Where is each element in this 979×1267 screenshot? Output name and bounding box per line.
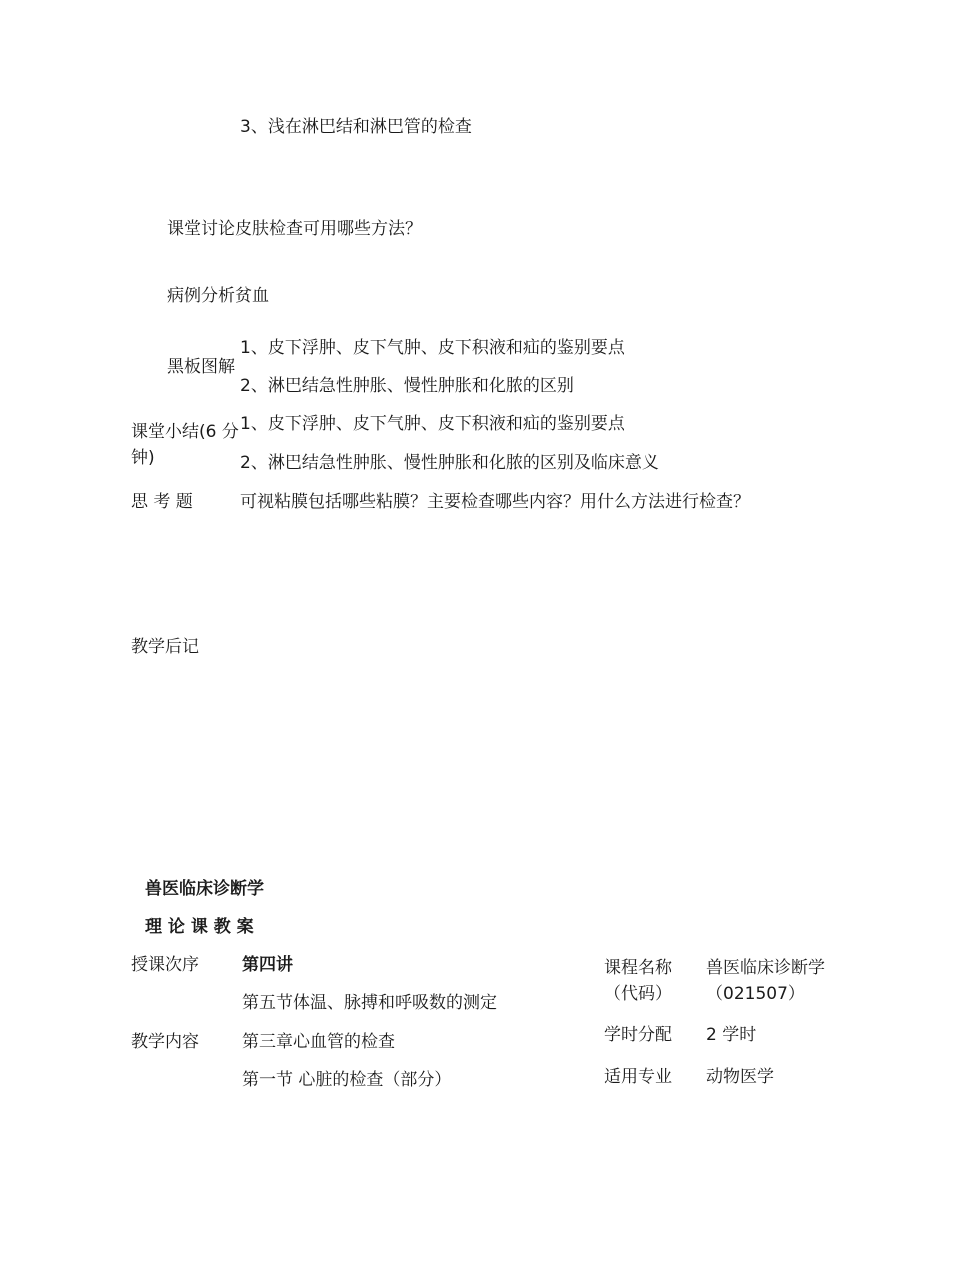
course-title: 兽医临床诊断学 bbox=[145, 879, 264, 899]
blackboard-item-2: 2、淋巴结急性肿胀、慢性肿胀和化脓的区别 bbox=[240, 376, 574, 396]
content-label: 教学内容 bbox=[131, 1032, 199, 1052]
postscript-label: 教学后记 bbox=[131, 637, 199, 657]
major-value: 动物医学 bbox=[706, 1067, 774, 1087]
class-discussion: 课堂讨论皮肤检查可用哪些方法？ bbox=[167, 219, 422, 239]
course-name-label-line2: （代码） bbox=[604, 984, 672, 1004]
think-text: 可视粘膜包括哪些粘膜？主要检查哪些内容？用什么方法进行检查？ bbox=[240, 492, 750, 512]
hours-label: 学时分配 bbox=[604, 1025, 672, 1045]
summary-label-line1: 课堂小结(6 分 bbox=[131, 422, 239, 442]
summary-item-2: 2、淋巴结急性肿胀、慢性肿胀和化脓的区别及临床意义 bbox=[240, 453, 659, 473]
major-label: 适用专业 bbox=[604, 1067, 672, 1087]
plan-title: 理 论 课 教 案 bbox=[145, 917, 254, 937]
order-value: 第四讲 bbox=[242, 955, 293, 975]
blackboard-item-1: 1、皮下浮肿、皮下气肿、皮下积液和疝的鉴别要点 bbox=[240, 338, 625, 358]
item-3-lymph-exam: 3、浅在淋巴结和淋巴管的检查 bbox=[240, 117, 472, 137]
course-name-value-line1: 兽医临床诊断学 bbox=[706, 958, 825, 978]
blackboard-label: 黑板图解 bbox=[167, 357, 235, 377]
content-item-2: 第三章心血管的检查 bbox=[242, 1032, 395, 1052]
content-item-3: 第一节 心脏的检查（部分） bbox=[242, 1070, 452, 1090]
think-label: 思 考 题 bbox=[131, 492, 193, 512]
hours-value: 2 学时 bbox=[706, 1025, 757, 1045]
course-name-value-line2: （021507） bbox=[706, 984, 805, 1004]
summary-item-1: 1、皮下浮肿、皮下气肿、皮下积液和疝的鉴别要点 bbox=[240, 414, 625, 434]
content-item-1: 第五节体温、脉搏和呼吸数的测定 bbox=[242, 993, 497, 1013]
order-label: 授课次序 bbox=[131, 955, 199, 975]
case-analysis: 病例分析贫血 bbox=[167, 286, 269, 306]
course-name-label-line1: 课程名称 bbox=[604, 958, 672, 978]
summary-label-line2: 钟) bbox=[131, 448, 155, 468]
